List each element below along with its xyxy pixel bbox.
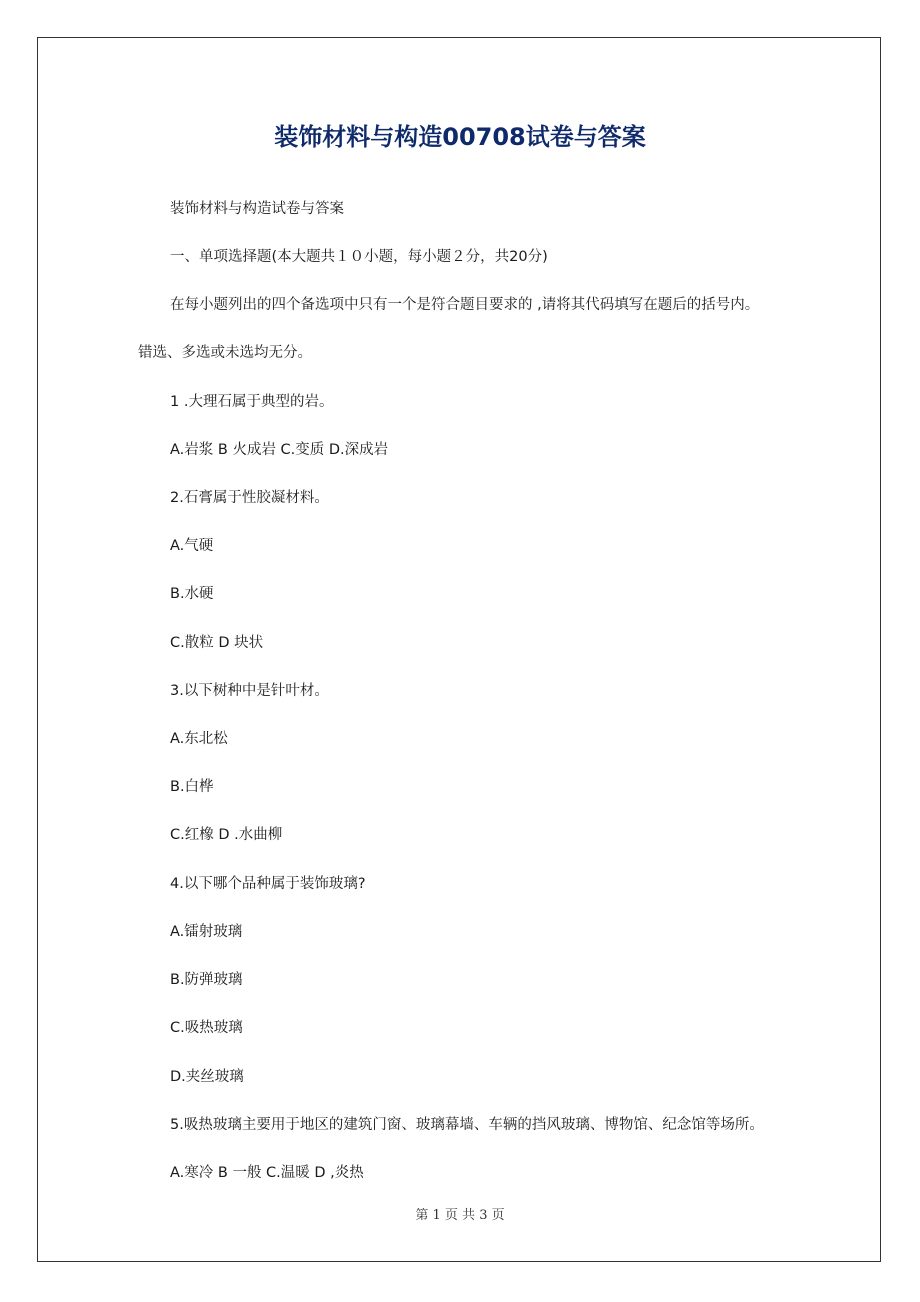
instructions-text: 在每小题列出的四个备选项中只有一个是符合题目要求的 ,请将其代码填写在题后的括号内。: [170, 297, 760, 313]
question-3: 3.以下树种中是针叶材。: [170, 683, 329, 699]
question-4-option-d: D.夹丝玻璃: [170, 1069, 244, 1085]
question-3-option-b: B.白桦: [170, 779, 214, 795]
section-heading: 一、单项选择题(本大题共１０小题，每小题２分，共20分): [170, 249, 548, 265]
question-3-option-a: A.东北松: [170, 731, 228, 747]
question-4-option-a: A.镭射玻璃: [170, 924, 243, 940]
question-2-option-b: B.水硬: [170, 586, 214, 602]
document-title: 装饰材料与构造00708试卷与答案: [274, 123, 646, 151]
instructions-text-continued: 错选、多选或未选均无分。: [138, 345, 312, 361]
question-4-option-c: C.吸热玻璃: [170, 1020, 243, 1036]
question-5-options: A.寒冷 B 一般 C.温暖 D ,炎热: [170, 1165, 364, 1181]
question-5: 5.吸热玻璃主要用于地区的建筑门窗、玻璃幕墙、车辆的挡风玻璃、博物馆、纪念馆等场所。: [170, 1117, 764, 1133]
question-4-option-b: B.防弹玻璃: [170, 972, 243, 988]
page-footer: 第 1 页 共 3 页: [415, 1208, 505, 1223]
question-3-option-cd: C.红橡 D .水曲柳: [170, 827, 283, 843]
question-1: 1 .大理石属于典型的岩。: [170, 394, 334, 410]
question-2-option-cd: C.散粒 D 块状: [170, 635, 264, 651]
question-2-option-a: A.气硬: [170, 538, 214, 554]
page-border: [37, 37, 881, 1262]
question-1-options: A.岩浆 B 火成岩 C.变质 D.深成岩: [170, 442, 389, 458]
question-2: 2.石膏属于性胶凝材料。: [170, 490, 329, 506]
question-4: 4.以下哪个品种属于装饰玻璃?: [170, 876, 366, 892]
document-subtitle: 装饰材料与构造试卷与答案: [170, 201, 344, 217]
